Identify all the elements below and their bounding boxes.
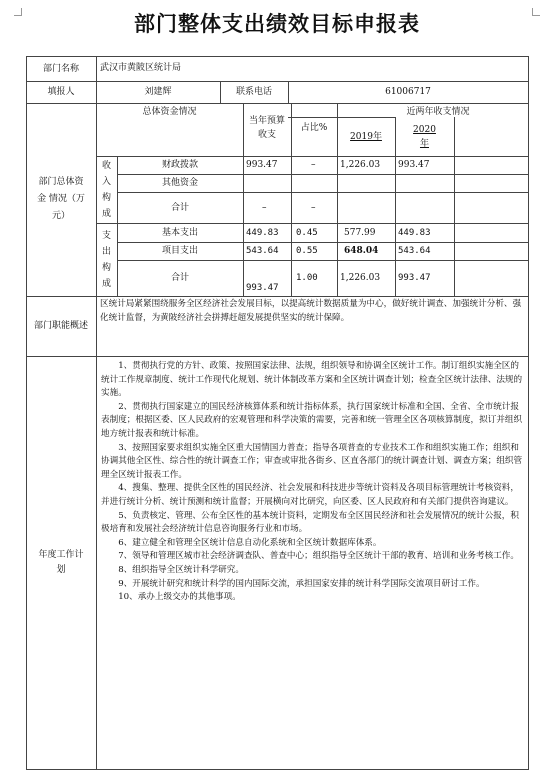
row-ratio: 0.45	[296, 228, 318, 238]
row-budget: 543.64	[246, 246, 279, 256]
dept-name-value: 武汉市黄陂区统计局	[100, 63, 182, 73]
row-item: 其他资金	[161, 178, 198, 188]
row-item: 项目支出	[161, 246, 198, 256]
plan-item: 8、组织指导全区统计科学研究。	[118, 564, 244, 575]
expense-label: 支出构成	[101, 230, 111, 289]
plan-item: 2、贯彻执行国家建立的国民经济核算体系和统计指标体系，执行国家统计标准和全国、全省、全市统计报表制度；根据区委、区人民政府的宏观管理和科学决策的需要，完善和统一管理全区各项核算制度，拟订并组织地方统计报表和统计标准。	[101, 401, 523, 439]
col-budget-header: 当年预算收支	[249, 116, 286, 140]
col-recent-header: 近两年收支情况	[406, 107, 470, 117]
plan-label: 年度工作计划	[38, 549, 84, 575]
row-2019: 1,226.03	[340, 160, 381, 170]
dept-name-label: 部门名称	[42, 63, 79, 74]
row-2020: 543.64	[398, 246, 431, 256]
year-2020-header	[395, 117, 454, 156]
performance-form-table	[26, 56, 529, 770]
crop-mark-top-right	[532, 8, 540, 16]
income-label: 收入构成	[101, 160, 111, 219]
row-2019: 648.04	[344, 246, 379, 256]
plan-item: 9、开展统计研究和统计科学的国内国际交流，承担国家安排的统计科学国际交流项目研讨工作。	[118, 578, 485, 589]
year-2019-header	[337, 117, 395, 156]
phone-value: 61006717	[385, 87, 431, 97]
row-item: 财政拨款	[161, 160, 198, 170]
plan-item: 3、按照国家要求组织实施全区重大国情国力普查；指导各项普查的专业技术工作和组织实施工作；组织和协调其他全区性、综合性的统计调查工作；审查或审批各街乡、区直各部门的统计调查计划、调查方案；组织管理全区统计报表工作。	[101, 442, 523, 480]
filler-name: 刘建辉	[144, 87, 172, 97]
duties-label: 部门职能概述	[34, 320, 89, 331]
filler-label: 填报人	[47, 87, 75, 97]
row-budget: 993.47	[246, 160, 278, 170]
row-budget: –	[262, 203, 267, 213]
plan-list	[97, 360, 528, 605]
row-item: 合计	[170, 273, 189, 283]
row-2019: 577.99	[344, 228, 376, 238]
form-title: 部门整体支出绩效目标申报表	[134, 11, 420, 36]
row-ratio: –	[311, 203, 316, 213]
funds-side-label: 部门总体资金 情况（万元）	[37, 177, 85, 221]
row-2019: 1,226.03	[340, 273, 381, 283]
plan-item: 10、承办上级交办的其他事项。	[118, 592, 241, 603]
col-ratio-header: 占比%	[300, 123, 328, 133]
plan-item: 7、领导和管理区城市社会经济调查队、普查中心；组织指导全区统计干部的教育、培训和业务考核工作。	[118, 551, 519, 562]
row-2020: 993.47	[398, 160, 430, 170]
row-budget: 993.47	[246, 283, 279, 293]
row-2020: 449.83	[398, 228, 431, 238]
funds-header: 总体资金情况	[142, 107, 197, 117]
plan-item: 4、搜集、整理、提供全区性的国民经济、社会发展和科技进步等统计资料及各项目标管理统计考核资料，并进行统计分析、统计预测和统计监督；开展横向对比研究，向区委、区人民政府和有关部门提供咨询建议。	[101, 483, 519, 507]
plan-item: 1、贯彻执行党的方针、政策、按照国家法律、法规，组织领导和协调全区统计工作。制订组织实施全区的统计工作规章制度、统计工作现代化规划、统计体制改革方案和全区统计调查计划；检查全区统计法律、法规的实施。	[101, 361, 523, 399]
row-ratio: –	[311, 160, 316, 170]
row-ratio: 1.00	[296, 273, 318, 283]
row-2020: 993.47	[398, 273, 431, 283]
phone-label: 联系电话	[235, 87, 272, 97]
row-budget: 449.83	[246, 228, 279, 238]
row-item: 基本支出	[161, 227, 198, 238]
year-2020-label: 2020年	[413, 124, 436, 149]
row-item: 合计	[170, 202, 189, 213]
duties-text: 区统计局紧紧围绕服务全区经济社会发展目标，以提高统计数据质量为中心，做好统计调查、加强统计分析、强化统计监督，为黄陂经济社会拼搏赶超发展提供坚实的统计保障。	[100, 299, 522, 323]
year-2019-label: 2019年	[350, 131, 382, 142]
row-ratio: 0.55	[296, 246, 318, 256]
plan-item: 6、建立健全和管理全区统计信息自动化系统和全区统计数据库体系。	[118, 537, 382, 548]
plan-item: 5、负责核定、管理、公布全区性的基本统计资料，定期发布全区国民经济和社会发展情况的统计公报，积极培育和发展社会经济统计信息咨询服务行业和市场。	[101, 510, 519, 535]
crop-mark-top-left	[14, 8, 22, 16]
